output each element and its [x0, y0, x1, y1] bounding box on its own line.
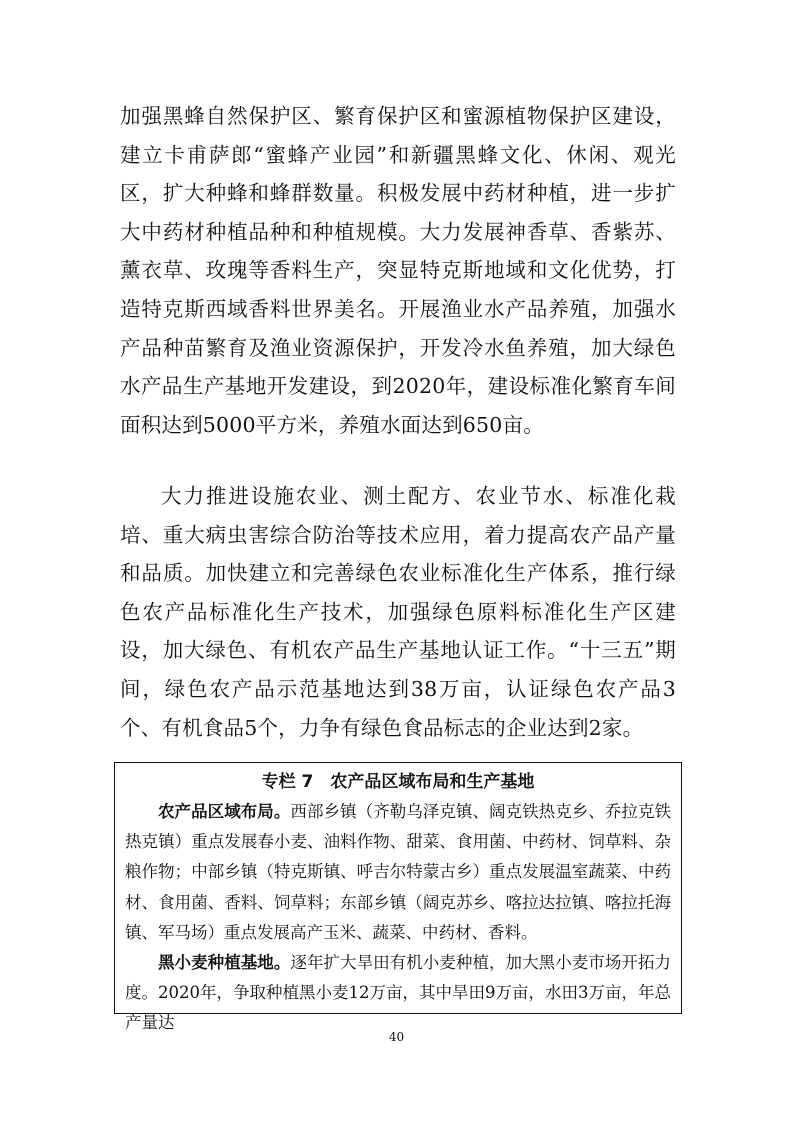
column-box-item-black-wheat-base [125, 948, 671, 1039]
item-heading-regional-layout: 农产品区域布局。 [158, 802, 291, 821]
column-box [114, 762, 682, 1033]
body-paragraph-1: 加强黑蜂自然保护区、繁育保护区和蜜源植物保护区建设，建立卡甫萨郎“蜜蜂产业园”和新疆黑蜂文化、休闲、观光区，扩大种蜂和蜂群数量。积极发展中药材种植，进一步扩大中药材种植品种和种植规模。大力发展神香草、香紫苏、薰衣草、玫瑰等香料生产，突显特克斯地域和文化优势，打造特克斯西域香料世界美名。开展渔业水产品养殖，加强水产品种苗繁育及渔业资源保护，开发冷水鱼养殖，加大绿色水产品生产基地开发建设，到2020年，建设标准化繁育车间面积达到5000平方米，养殖水面达到650亩。 [120, 104, 676, 437]
item-text-regional-layout: 西部乡镇（齐勒乌泽克镇、阔克铁热克乡、乔拉克铁热克镇）重点发展春小麦、油料作物、甜菜、食用菌、中药材、饲草料、杂粮作物；中部乡镇（特克斯镇、呼吉尔特蒙古乡）重点发展温室蔬菜、中药材、食用菌、香料、饲草料；东部乡镇（阔克苏乡、喀拉达拉镇、喀拉托海镇、军马场）重点发展高产玉米、蔬菜、中药材、香料。 [125, 802, 672, 942]
body-paragraph-2: 大力推进设施农业、测土配方、农业节水、标准化栽培、重大病虫害综合防治等技术应用，着力提高农产品产量和品质。加快建立和完善绿色农业标准化生产体系，推行绿色农产品标准化生产技术，加强绿色原料标准化生产区建设，加大绿色、有机农产品生产基地认证工作。“十三五”期间，绿色农产品示范基地达到38万亩，认证绿色农产品3个、有机食品5个，力争有绿色食品标志的企业达到2家。 [120, 484, 676, 740]
item-heading-black-wheat-base: 黑小麦种植基地。 [158, 953, 291, 973]
item-text-black-wheat-base: 逐年扩大旱田有机小麦种植，加大黑小麦市场开拓力度。2020年，争取种植黑小麦12万亩，其中旱田9万亩，水田3万亩，年总产量达 [125, 953, 672, 1033]
column-box-title [125, 767, 671, 797]
column-box-item-regional-layout [125, 797, 671, 948]
page-number: 40 [388, 1030, 405, 1044]
column-box-title-text: 专栏 7 农产品区域布局和生产基地 [261, 772, 535, 792]
